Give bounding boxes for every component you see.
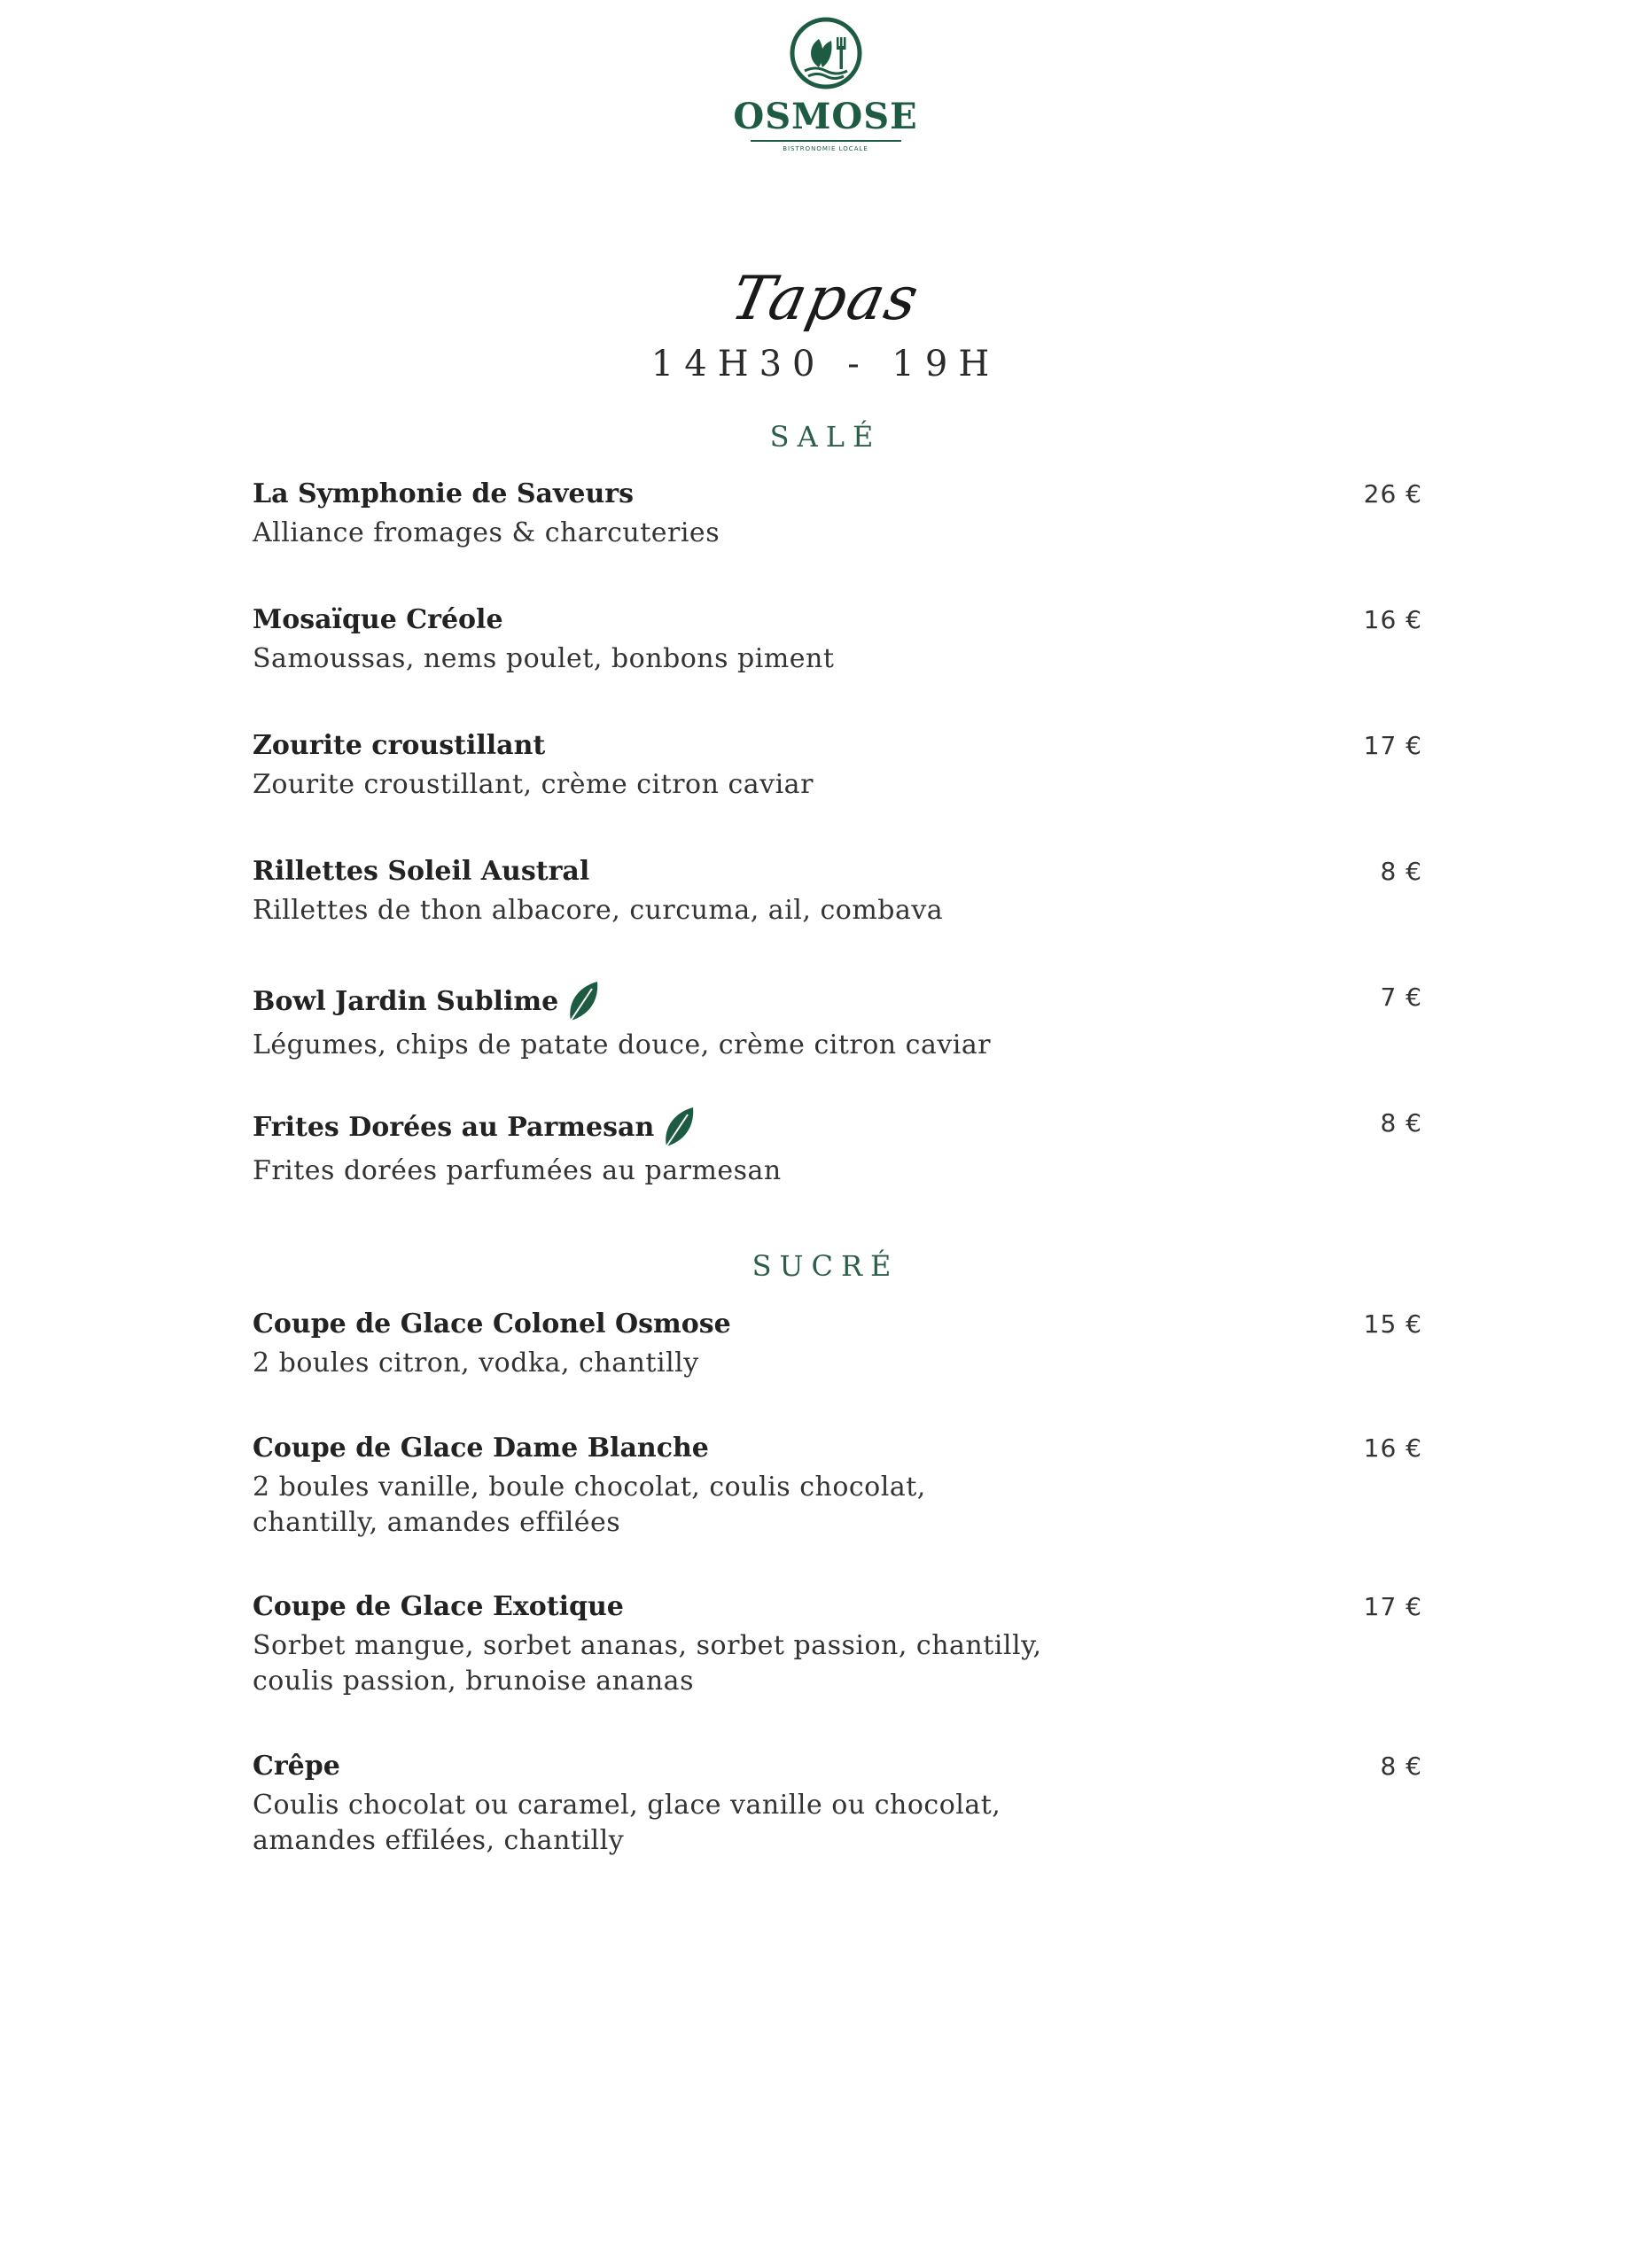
item-description: Frites dorées parfumées au parmesan [253,1155,782,1186]
item-name: Crêpe [253,1751,340,1782]
item-name: Bowl Jardin Sublime [253,980,1422,1024]
item-description: 2 boules citron, vodka, chantilly [253,1348,699,1379]
menu-title: Tapas [725,264,926,334]
item-name: La Symphonie de Saveurs [253,478,634,509]
item-description: Sorbet mangue, sorbet ananas, sorbet passion, chantilly, coulis passion, brunoise ananas [253,1630,1042,1697]
brand-divider [751,140,901,142]
item-name: Coupe de Glace Dame Blanche [253,1433,709,1464]
item-price: 16 € [1363,605,1422,634]
item-description: Alliance fromages & charcuteries [253,517,720,548]
section-title-sale: SALÉ [769,420,882,454]
item-name: Coupe de Glace Exotique [253,1591,624,1622]
item-price: 17 € [1363,731,1422,760]
item-price: 26 € [1363,479,1422,509]
item-description: Rillettes de thon albacore, curcuma, ail, combava [253,895,944,926]
item-description: Zourite croustillant, crème citron caviar [253,769,814,800]
logo [0,16,1651,152]
item-price: 7 € [1380,983,1422,1012]
menu-item [253,854,1422,928]
item-price: 16 € [1363,1433,1422,1463]
vegetarian-leaf-icon [661,1106,697,1150]
menu-item [253,1589,1422,1699]
menu-item [253,1106,1422,1189]
item-name: Coupe de Glace Colonel Osmose [253,1309,731,1340]
brand-tagline: BISTRONOMIE LOCALE [783,145,868,152]
menu-item [253,980,1422,1063]
vegetarian-leaf-icon [565,980,601,1024]
item-price: 17 € [1363,1592,1422,1621]
menu-item [253,1307,1422,1381]
section-title-sucre: SUCRÉ [752,1249,899,1283]
item-name: Mosaïque Créole [253,604,503,635]
item-price: 8 € [1380,1751,1422,1781]
item-description: 2 boules vanille, boule chocolat, coulis chocolat, chantilly, amandes effilées [253,1472,926,1538]
item-description: Coulis chocolat ou caramel, glace vanille ou chocolat, amandes effilées, chantilly [253,1790,1001,1856]
item-name: Zourite croustillant [253,730,546,761]
menu-item [253,1431,1422,1541]
item-price: 15 € [1363,1309,1422,1339]
menu-hours: 14H30 - 19H [650,344,1001,384]
menu-item [253,728,1422,803]
item-price: 8 € [1380,1108,1422,1138]
item-description: Samoussas, nems poulet, bonbons piment [253,643,835,674]
leaf-fork-emblem-icon [789,16,863,90]
menu-item [253,602,1422,677]
menu-item [253,1749,1422,1859]
brand-name: OSMOSE [733,96,918,137]
item-price: 8 € [1380,857,1422,886]
menu-item [253,477,1422,551]
item-name: Frites Dorées au Parmesan [253,1106,1422,1150]
item-description: Légumes, chips de patate douce, crème citron caviar [253,1029,992,1060]
item-name: Rillettes Soleil Austral [253,856,590,887]
